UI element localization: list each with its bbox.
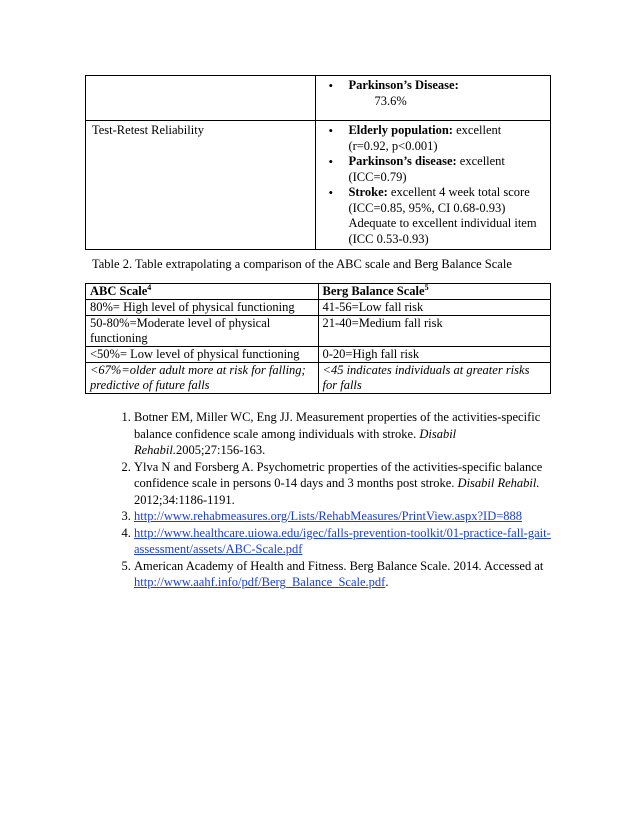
reference-link[interactable]: http://www.aahf.info/pdf/Berg_Balance_Scale.pdf: [134, 575, 386, 589]
reference-link[interactable]: http://www.rehabmeasures.org/Lists/RehabMeasures/PrintView.aspx?ID=888: [134, 509, 523, 523]
reference-link[interactable]: http://www.healthcare.uiowa.edu/igec/falls-prevention-toolkit/01-practice-fall-gait-assessment/assets/ABC-Scale.pdf: [134, 525, 551, 556]
table-cell: [86, 76, 316, 121]
column-header: ABC Scale$^4$: [86, 284, 319, 300]
table-cell: 50-80%=Moderate level of physical functioning: [86, 316, 319, 347]
table-row: [86, 363, 551, 394]
reference-item: 1. Botner EM, Miller WC, Eng JJ. Measurement properties of the activities-specific balance confidence scale among individuals with stroke. Disabil Rehabil.2005;27:156-163.: [134, 409, 566, 459]
table-row: [86, 121, 551, 250]
list-item: [348, 185, 544, 247]
table-header-row: [86, 284, 551, 300]
table-row: [86, 300, 551, 316]
bullet-label: Parkinson’s disease:: [348, 154, 457, 168]
table-cell: <50%= Low level of physical functioning: [86, 347, 319, 363]
table-cell: 41-56=Low fall risk: [318, 300, 550, 316]
table-row: [86, 76, 551, 121]
table-cell: 80%= High level of physical functioning: [86, 300, 319, 316]
table-cell: <67%=older adult more at risk for falling; predictive of future falls: [86, 363, 319, 394]
table-cell: <45 indicates individuals at greater risks for falls: [318, 363, 550, 394]
bullet-value: excellent: [456, 154, 505, 168]
bullet-label: Elderly population:: [348, 123, 453, 137]
bullet-label: Parkinson’s Disease:: [348, 78, 459, 92]
reference-list: [112, 409, 566, 591]
table-row: [86, 347, 551, 363]
bullet-value: (ICC=0.79): [348, 169, 407, 184]
list-item: [348, 123, 544, 154]
list-item: [348, 78, 544, 109]
table-row: [86, 316, 551, 347]
reference-item: [134, 508, 566, 525]
table-cell: [316, 121, 551, 250]
bullet-label: Stroke:: [348, 185, 388, 199]
table-cell: 0-20=High fall risk: [318, 347, 550, 363]
bullet-value: (r=0.92, p<0.001): [348, 138, 438, 153]
bullet-value: excellent 4 week total score (ICC=0.85, 95%, CI 0.68-0.93) Adequate to excellent individual item (ICC 0.53-0.93): [348, 185, 537, 246]
journal-name: Disabil Rehabil.: [457, 476, 540, 490]
table-cell: [316, 76, 551, 121]
reference-item: [134, 525, 566, 558]
bullet-value: 73.6%: [374, 93, 407, 108]
journal-name: Disabil Rehabil.: [134, 426, 457, 457]
list-item: [348, 154, 544, 185]
table-cell: Test-Retest Reliability: [86, 121, 316, 250]
bullet-value: excellent: [452, 123, 502, 137]
reference-item: 2. Ylva N and Forsberg A. Psychometric properties of the activities-specific balance confidence scale in persons 0-14 days and 3 months post stroke. Disabil Rehabil. 2012;34:1186-1191.: [134, 459, 566, 509]
reference-item: 5. American Academy of Health and Fitness. Berg Balance Scale. 2014. Accessed at http://www.aahf.info/pdf/Berg_Balance_Scale.pdf.: [134, 558, 566, 591]
table-cell: 21-40=Medium fall risk: [318, 316, 550, 347]
column-header: Berg Balance Scale$^5$: [318, 284, 550, 300]
comparison-table: [85, 283, 551, 394]
table-caption: Table 2. Table extrapolating a comparison of the ABC scale and Berg Balance Scale: [92, 257, 512, 271]
psychometric-table: [85, 75, 551, 250]
